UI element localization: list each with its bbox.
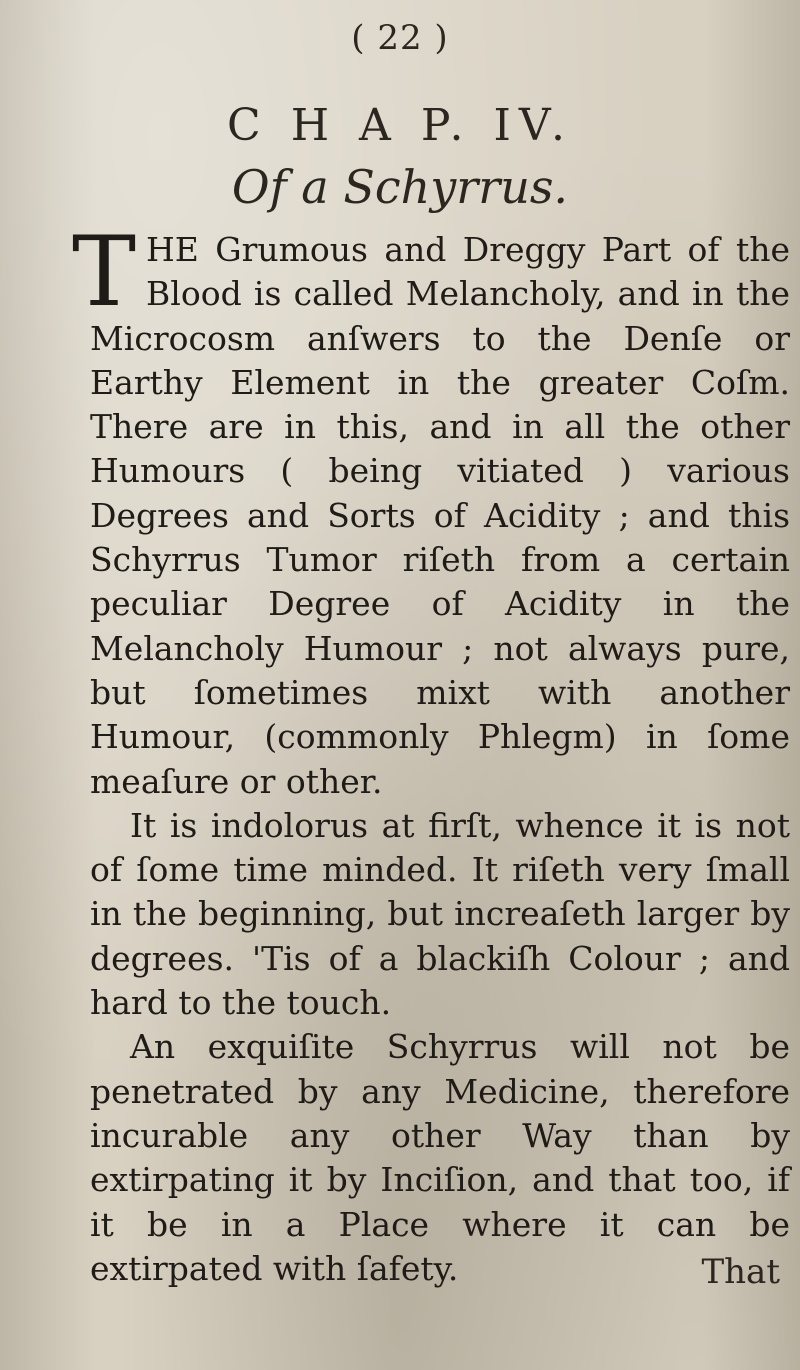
page-number: ( 22 ) <box>351 18 449 58</box>
paragraph-1-text: HE Grumous and Dreggy Part of the Blood is called Melancholy, and in the Microcosm anſwers to the Denſe or Earthy Element in the greater Coſm. There are in this, and in all the other Humours ( being vitiated ) various Degrees and Sorts of Acidity ; and this Schyrrus Tumor riſeth from a certain peculiar Degree of Acidity in the Melancholy Humour ; not always pure, but ſometimes mixt with another Humour, (commonly Phlegm) in ſome meaſure or other. <box>90 230 790 801</box>
chapter-heading: C H A P. IV. <box>227 100 573 151</box>
body-text <box>72 216 790 1291</box>
paragraph-2: It is indolorus at firſt, whence it is not of ſome time minded. It riſeth very ſmall in the beginning, but increaſeth larger by degrees. 'Tis of a blackiſh Colour ; and hard to the touch. <box>90 805 790 1023</box>
paragraph-3: An exquiſite Schyrrus will not be penetrated by any Medicine, therefore incurable any other Way than by extirpating it by Inciſion, and that too, if it be in a Place where it can be extirpated with ſafety. <box>90 1027 790 1288</box>
paragraph-1 <box>72 216 790 804</box>
chapter-subtitle: Of a Schyrrus. <box>231 160 569 214</box>
catchword: That <box>701 1252 780 1292</box>
drop-cap: T <box>72 216 137 328</box>
